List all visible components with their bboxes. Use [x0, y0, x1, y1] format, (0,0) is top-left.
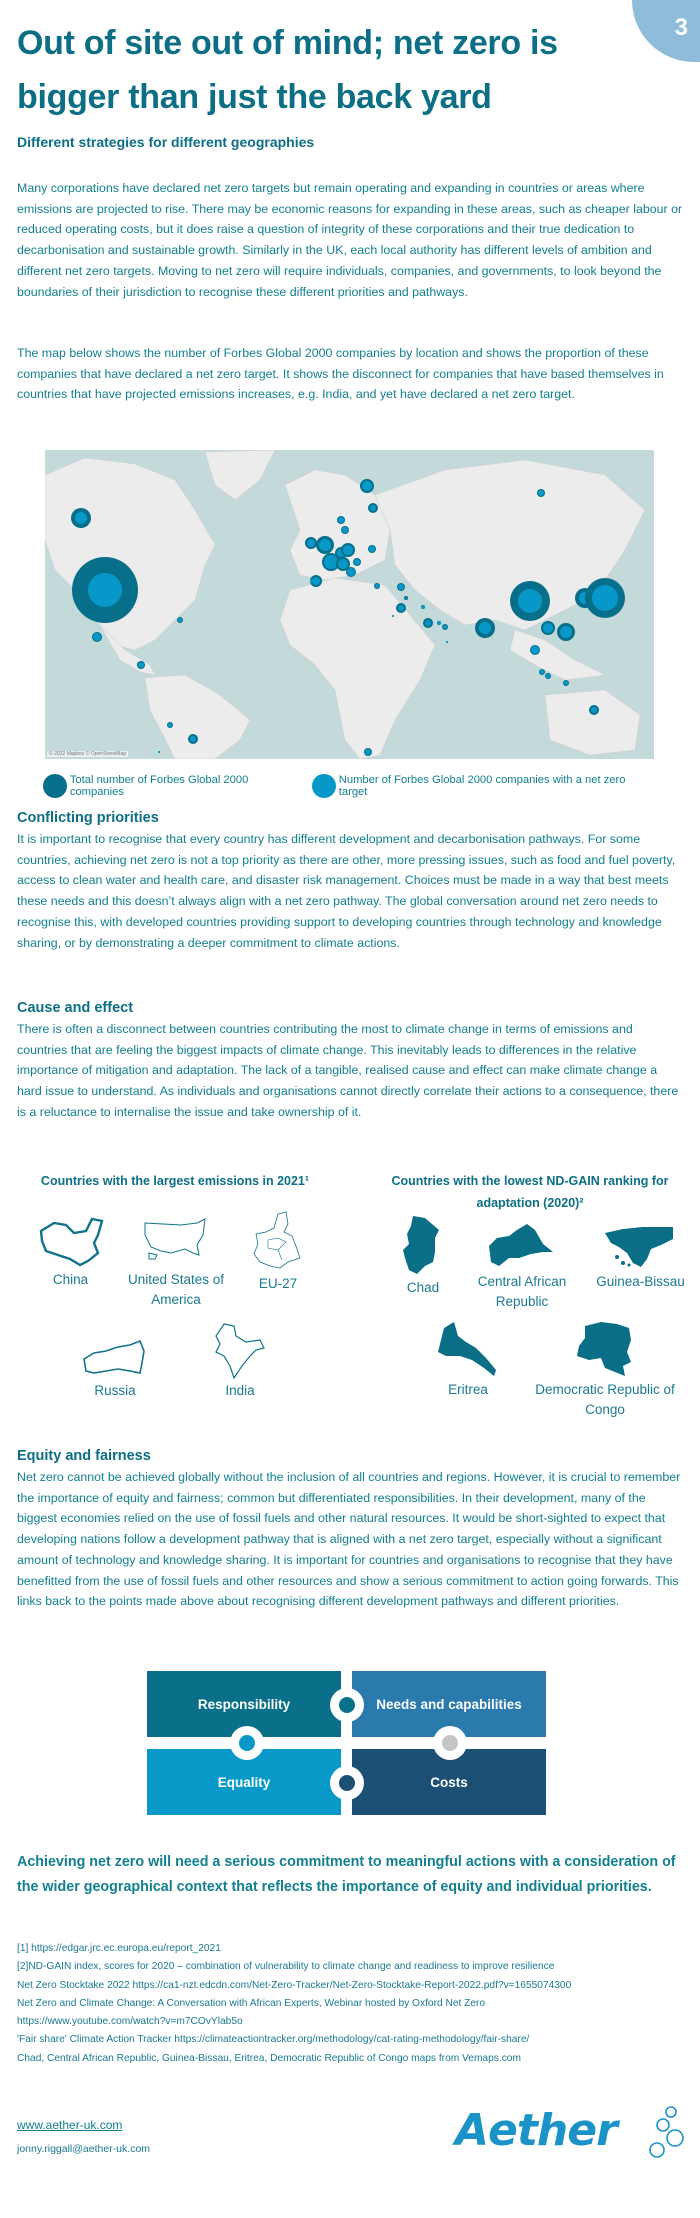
bubble-net-zero[interactable] — [338, 517, 344, 523]
bubble-net-zero[interactable] — [354, 559, 360, 565]
bubble-net-zero[interactable] — [338, 559, 348, 569]
page-title: Out of site out of mind; net zero is bigger than just the back yard — [17, 24, 558, 116]
body-cause-and-effect: There is often a disconnect between countries contributing the most to climate change in terms of emissions and countries that are feeling the biggest impacts of climate change. This inevitably leads to differences in the relative importance of mitigation and adaptation. The lack of a tangible, realised cause and effect can make climate change a hard issue to understand. As individuals and organisations cannot directly correlate their actions to a consequence, there is a reluctance to internalise the issue and take ownership of it. — [17, 1022, 679, 1119]
bubble-net-zero[interactable] — [365, 749, 371, 755]
references-list — [17, 1940, 697, 2068]
bubble-net-zero[interactable] — [421, 605, 425, 609]
china-outline-icon — [36, 1213, 106, 1268]
bubble-net-zero[interactable] — [531, 646, 539, 654]
bubble-net-zero[interactable] — [425, 620, 431, 626]
bubble-net-zero[interactable] — [538, 490, 544, 496]
page-number-badge — [632, 0, 700, 62]
south-america-land — [145, 675, 250, 759]
legend-total-label: Total number of Forbes Global 2000 companies — [69, 774, 249, 798]
chad-silhouette-icon — [401, 1216, 446, 1276]
country-label: EU-27 — [258, 1276, 298, 1291]
heading-cause-and-effect: Cause and effect — [17, 1000, 134, 1016]
closing-statement: Achieving net zero will need a serious commitment to meaningful actions with a consideration of the wider geographical context that reflects the importance of equity and individual priorities. — [17, 1854, 676, 1895]
largest-emissions-title: Countries with the largest emissions in 2021¹ — [40, 1174, 310, 1188]
bubble-net-zero[interactable] — [546, 674, 550, 678]
country-label: Guinea-Bissau — [596, 1274, 685, 1289]
bubbles-icon — [635, 2105, 685, 2165]
bubble-net-zero[interactable] — [75, 512, 87, 524]
principles-puzzle-graphic — [147, 1671, 540, 1813]
legend-net-zero-swatch — [312, 774, 336, 798]
eu27-outline-icon — [248, 1210, 308, 1272]
map-legend — [43, 773, 663, 799]
logo-wordmark: Aether — [455, 2105, 617, 2156]
puzzle-connector — [230, 1726, 264, 1760]
bubble-net-zero[interactable] — [560, 626, 572, 638]
country-label: Eritrea — [448, 1382, 488, 1397]
australia-land — [545, 690, 640, 755]
country-label: India — [225, 1383, 255, 1398]
country-india — [200, 1322, 280, 1401]
russia-outline-icon — [80, 1337, 150, 1379]
bubble-net-zero[interactable] — [564, 681, 568, 685]
country-label: Chad — [406, 1280, 440, 1295]
heading-conflicting-priorities: Conflicting priorities — [17, 810, 159, 826]
puzzle-connector — [433, 1726, 467, 1760]
bubble-net-zero[interactable] — [437, 621, 441, 625]
bubble-net-zero[interactable] — [369, 546, 375, 552]
country-label: China — [52, 1272, 89, 1287]
bubble-net-zero[interactable] — [405, 597, 407, 599]
intro-paragraph-1: Many corporations have declared net zero targets but remain operating and expanding in countries or areas where emissions are projected to rise. There may be economic reasons for expanding in these areas, such as cheaper labour or reduced operating costs, but it does raise a question of integrity of these corporations and their true dedication to decarbonisation and sustainable growth. Similarly in the UK, each local authority has different levels of ambition and different net zero targets. Moving to net zero will require individuals, companies, and governments, to look beyond the boundaries of their jurisdiction to recognise these different priorities and pathways. — [17, 181, 683, 299]
bubble-net-zero[interactable] — [178, 618, 182, 622]
north-america-land — [45, 458, 215, 650]
bubble-net-zero[interactable] — [343, 545, 353, 555]
country-car — [467, 1222, 577, 1312]
country-label: United States of America — [127, 1272, 225, 1307]
reference-item[interactable]: Net Zero Stocktake 2022 https://ca1-nzt.edcdn.com/Net-Zero-Tracker/Net-Zero-Stocktake-Report-2022.pdf?v=1655074300 — [17, 1979, 572, 1991]
land-masses — [45, 450, 645, 759]
bubble-net-zero[interactable] — [370, 505, 376, 511]
country-label: Russia — [94, 1383, 136, 1398]
reference-item[interactable]: https://www.youtube.com/watch?v=m7COvYlab5o — [17, 2016, 243, 2028]
country-russia — [70, 1337, 160, 1401]
legend-item-total — [43, 774, 304, 798]
body-conflicting-priorities: It is important to recognise that every country has different development and decarbonisation pathways. For some countries, achieving net zero is not a top priority as there are other, more pressing issues, such as food and fuel poverty, access to clean water and health care, and disaster risk management. Choices must be made in a way that best meets these needs and this doesn’t always align with a net zero pathway. The global conversation around net zero needs to recognise this, with developed countries providing support to developing countries through technology and knowledge sharing, or by demonstrating a deeper commitment to climate actions. — [17, 832, 676, 950]
country-drc — [530, 1320, 680, 1420]
guinea-bissau-silhouette-icon — [603, 1225, 678, 1270]
bubble-net-zero[interactable] — [168, 723, 172, 727]
bubble-net-zero[interactable] — [138, 662, 144, 668]
bubble-net-zero[interactable] — [592, 585, 618, 611]
bubble-net-zero[interactable] — [347, 568, 355, 576]
website-link[interactable]: www.aether-uk.com — [17, 2118, 123, 2132]
bubble-net-zero[interactable] — [591, 707, 597, 713]
bubble-net-zero[interactable] — [307, 539, 315, 547]
india-outline-icon — [210, 1322, 270, 1379]
country-usa — [126, 1213, 226, 1310]
country-china — [28, 1213, 113, 1290]
greenland-land — [205, 450, 275, 500]
lowest-ndgain-title: Countries with the lowest ND-GAIN ranking for adaptation (2020)² — [391, 1174, 669, 1210]
bubble-net-zero[interactable] — [319, 539, 331, 551]
puzzle-label: Costs — [430, 1774, 468, 1790]
bubble-net-zero[interactable] — [88, 573, 122, 607]
world-map-svg — [45, 450, 654, 759]
puzzle-label: Equality — [217, 1774, 271, 1790]
usa-outline-icon — [141, 1213, 211, 1268]
country-guinea-bissau — [588, 1225, 693, 1292]
drc-silhouette-icon — [575, 1320, 635, 1378]
bubble-net-zero[interactable] — [443, 625, 447, 629]
country-eu27 — [238, 1210, 318, 1294]
country-eritrea — [428, 1318, 508, 1400]
puzzle-connector — [330, 1766, 364, 1800]
bubble-net-zero[interactable] — [375, 584, 379, 588]
southeast-asia-land — [510, 630, 605, 680]
bubble-net-zero[interactable] — [362, 481, 372, 491]
puzzle-label: Responsibility — [197, 1696, 291, 1712]
aether-logo — [455, 2105, 690, 2165]
legend-net-zero-label: Number of Forbes Global 2000 companies with a net zero target — [338, 774, 626, 798]
bubble-net-zero[interactable] — [540, 670, 544, 674]
legend-item-net-zero — [312, 774, 655, 798]
bubble-net-zero[interactable] — [190, 736, 196, 742]
reference-item: Net Zero and Climate Change: A Conversation with African Experts, Webinar hosted by Oxford Net Zero — [17, 1997, 486, 2009]
page-number: 3 — [674, 14, 688, 41]
africa-land — [280, 578, 435, 759]
reference-item[interactable]: 'Fair share' Climate Action Tracker https://climateactiontracker.org/methodology/cat-rating-methodology/fair-share/ — [17, 2034, 530, 2046]
bubble-net-zero[interactable] — [342, 527, 348, 533]
bubble-net-zero[interactable] — [446, 641, 448, 643]
map-attribution: © 2022 Mapbox © OpenStreetMap — [49, 751, 127, 757]
country-chad — [388, 1216, 458, 1298]
reference-item: Chad, Central African Republic, Guinea-Bissau, Eritrea, Democratic Republic of Congo maps from Vemaps.com — [17, 2052, 521, 2064]
legend-total-swatch — [43, 774, 67, 798]
car-silhouette-icon — [487, 1222, 557, 1270]
bubble-net-zero[interactable] — [93, 633, 101, 641]
country-label: Democratic Republic of Congo — [535, 1382, 675, 1417]
bubble-net-zero[interactable] — [324, 555, 338, 569]
puzzle-label: Needs and capabilities — [376, 1696, 522, 1712]
reference-item[interactable]: [1] https://edgar.jrc.ec.europa.eu/report_2021 — [17, 1943, 221, 1954]
bubble-net-zero[interactable] — [310, 579, 314, 583]
bubble-net-zero[interactable] — [398, 584, 404, 590]
bubble-net-zero[interactable] — [392, 615, 394, 617]
body-equity-and-fairness: Net zero cannot be achieved globally without the inclusion of all countries and regions. However, it is crucial to remember the importance of equity and fairness; common but differentiated responsibilities. In their development, many of the biggest economies relied on the use of fossil fuels and other natural resources. It would be short-sighted to expect that developing nations follow a development pathway that is aligned with a net zero target, especially without a significant amount of technology and knowledge sharing. It is important for countries and organisations to recognise that they have benefitted from the use of fossil fuels and other resources and show a serious commitment to action going forwards. This links back to the points made above about recognising different development pathways and different priorities. — [17, 1470, 681, 1609]
bubble-net-zero[interactable] — [479, 622, 491, 634]
bubble-net-zero[interactable] — [543, 623, 553, 633]
intro-paragraph-2: The map below shows the number of Forbes Global 2000 companies by location and shows the proportion of these companies that have declared a net zero target. It shows the disconnect for companies that have based themselves in countries that have projected emissions increases, e.g. India, and yet have declared a net zero target. — [17, 346, 664, 402]
eritrea-silhouette-icon — [436, 1318, 501, 1378]
bubble-net-zero[interactable] — [518, 589, 542, 613]
contact-email[interactable]: jonny.riggall@aether-uk.com — [17, 2143, 151, 2155]
page-subtitle: Different strategies for different geographies — [17, 134, 315, 150]
country-label: Central African Republic — [477, 1274, 567, 1309]
heading-equity-and-fairness: Equity and fairness — [17, 1448, 151, 1464]
forbes-company-map[interactable] — [45, 450, 654, 759]
bubble-net-zero[interactable] — [158, 751, 160, 753]
puzzle-connector — [330, 1688, 364, 1722]
reference-item: [2]ND-GAIN index, scores for 2020 – combination of vulnerability to climate change and readiness to improve resilience — [17, 1961, 555, 1973]
bubble-net-zero[interactable] — [398, 605, 404, 611]
